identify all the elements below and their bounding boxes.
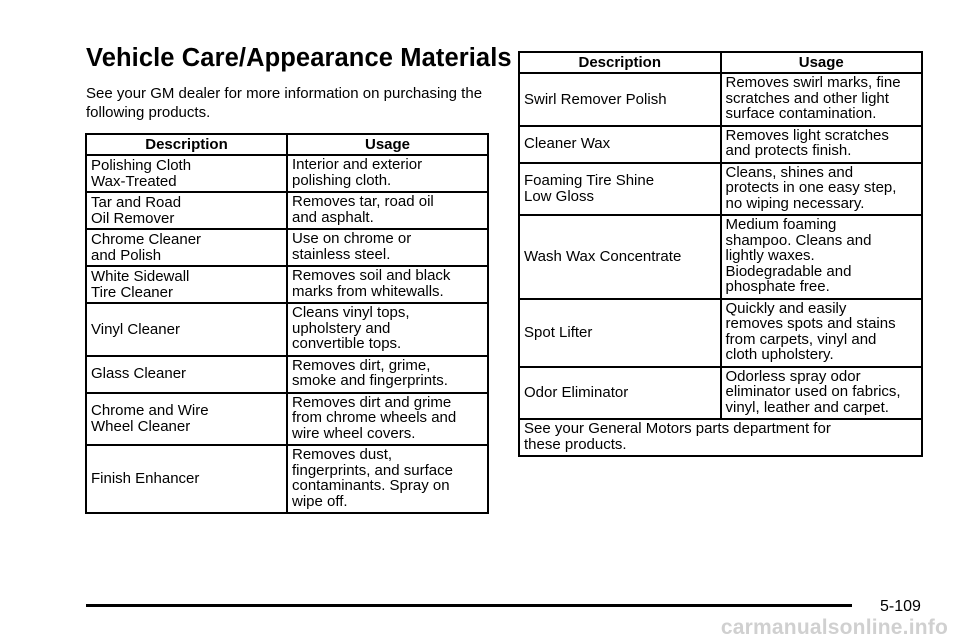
column-header-usage: Usage	[287, 134, 488, 155]
product-usage: Removes tar, road oil and asphalt.	[287, 192, 488, 229]
products-table-right	[518, 51, 923, 457]
products-table-left	[85, 133, 489, 514]
product-usage: Cleans vinyl tops, upholstery and convertible tops.	[287, 303, 488, 356]
table-row	[86, 303, 488, 356]
product-usage: Cleans, shines and protects in one easy step, no wiping necessary.	[721, 163, 923, 216]
product-usage: Removes dirt, grime, smoke and fingerprints.	[287, 356, 488, 393]
table-row	[519, 163, 922, 216]
product-description: Foaming Tire Shine Low Gloss	[519, 163, 721, 216]
product-description: Swirl Remover Polish	[519, 73, 721, 126]
product-description: Vinyl Cleaner	[86, 303, 287, 356]
column-header-description: Description	[86, 134, 287, 155]
table-row	[86, 266, 488, 303]
product-description: Chrome Cleaner and Polish	[86, 229, 287, 266]
product-usage: Interior and exterior polishing cloth.	[287, 155, 488, 192]
table-header-row	[86, 134, 488, 155]
product-description: Glass Cleaner	[86, 356, 287, 393]
footer-rule	[86, 604, 852, 607]
product-usage: Removes swirl marks, fine scratches and other light surface contamination.	[721, 73, 923, 126]
product-description: Finish Enhancer	[86, 445, 287, 513]
product-usage: Removes dirt and grime from chrome wheels and wire wheel covers.	[287, 393, 488, 446]
watermark: carmanualsonline.info	[720, 616, 948, 639]
table-row	[519, 126, 922, 163]
product-usage: Removes soil and black marks from whitewalls.	[287, 266, 488, 303]
table-row	[519, 215, 922, 299]
product-description: Polishing Cloth Wax-Treated	[86, 155, 287, 192]
product-description: Chrome and Wire Wheel Cleaner	[86, 393, 287, 446]
product-description: Odor Eliminator	[519, 367, 721, 420]
table-row	[519, 367, 922, 420]
table-row	[86, 356, 488, 393]
product-description: Wash Wax Concentrate	[519, 215, 721, 299]
column-header-description: Description	[519, 52, 721, 73]
product-usage: Removes dust, fingerprints, and surface contaminants. Spray on wipe off.	[287, 445, 488, 513]
page-title: Vehicle Care/Appearance Materials	[86, 44, 512, 72]
intro-paragraph: See your GM dealer for more information on purchasing the following products.	[86, 85, 483, 121]
table-row	[86, 445, 488, 513]
column-header-usage: Usage	[721, 52, 923, 73]
table-row	[86, 393, 488, 446]
product-description: Cleaner Wax	[519, 126, 721, 163]
table-footnote: See your General Motors parts department for these products.	[519, 419, 922, 456]
product-usage: Odorless spray odor eliminator used on fabrics, vinyl, leather and carpet.	[721, 367, 923, 420]
table-header-row	[519, 52, 922, 73]
product-usage: Quickly and easily removes spots and stains from carpets, vinyl and cloth upholstery.	[721, 299, 923, 367]
table-row	[519, 73, 922, 126]
table-row	[86, 192, 488, 229]
table-row	[86, 229, 488, 266]
product-description: Spot Lifter	[519, 299, 721, 367]
product-usage: Removes light scratches and protects finish.	[721, 126, 923, 163]
product-description: White Sidewall Tire Cleaner	[86, 266, 287, 303]
product-usage: Medium foaming shampoo. Cleans and lightly waxes. Biodegradable and phosphate free.	[721, 215, 923, 299]
table-row	[86, 155, 488, 192]
table-row	[519, 299, 922, 367]
page-number: 5-109	[880, 598, 921, 615]
table-note-row	[519, 419, 922, 456]
product-usage: Use on chrome or stainless steel.	[287, 229, 488, 266]
product-description: Tar and Road Oil Remover	[86, 192, 287, 229]
